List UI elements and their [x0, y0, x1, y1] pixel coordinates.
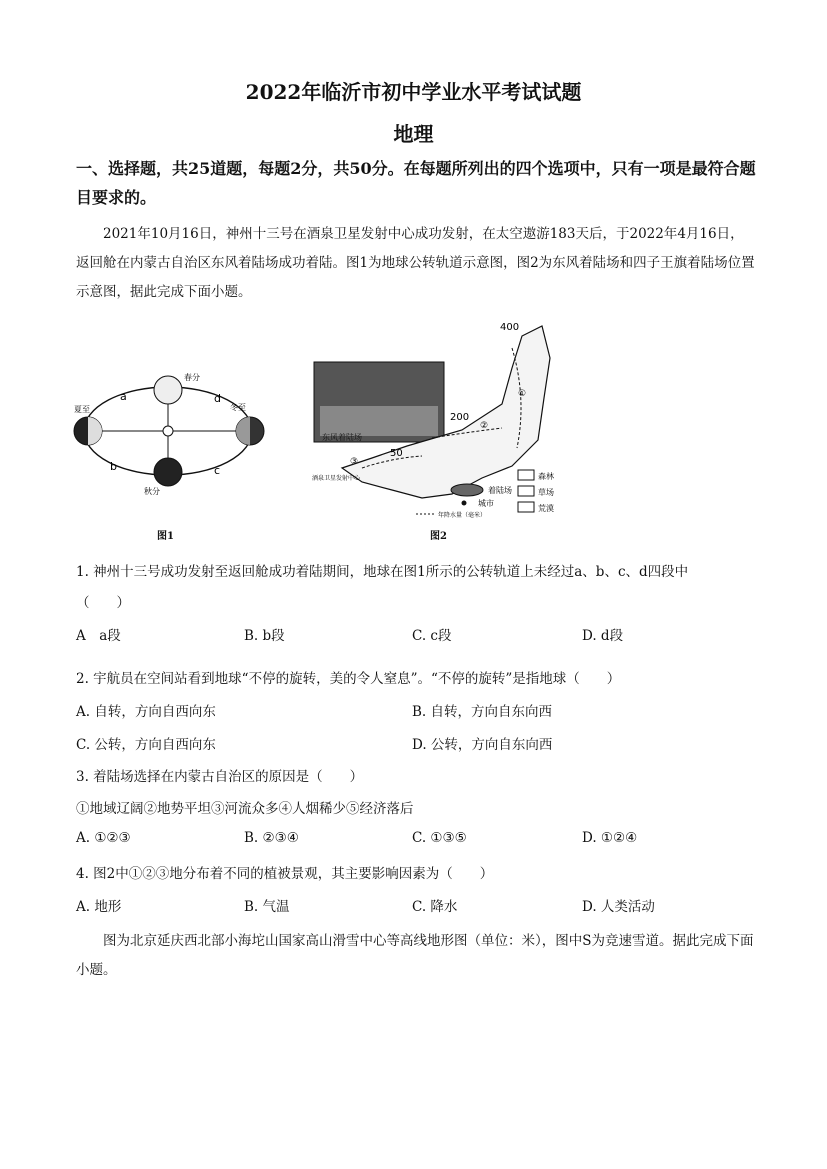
question-4-option-b[interactable]: B. 气温 — [244, 899, 290, 915]
fig2-photo-label: 东风着陆场 — [322, 433, 362, 442]
question-4-option-c[interactable]: C. 降水 — [412, 899, 458, 915]
fig2-isoline-200: 200 — [450, 412, 470, 423]
question-4-option-a[interactable]: A. 地形 — [76, 899, 122, 915]
fig2-isoline-50: 50 — [390, 448, 403, 459]
question-3-option-a[interactable]: A. ①②③ — [76, 830, 131, 846]
question-2-option-b[interactable]: B. 自转，方向自东向西 — [412, 704, 553, 720]
question-3-option-b[interactable]: B. ②③④ — [244, 830, 299, 846]
question-4-option-d[interactable]: D. 人类活动 — [582, 899, 655, 915]
section-heading: 一、选择题，共25道题，每题2分，共50分。在每题所列出的四个选项中，只有一项是最符合题目要求的。 — [76, 159, 756, 207]
fig2-marker-1: ① — [518, 389, 527, 399]
figure-1-caption: 图1 — [157, 531, 174, 542]
question-1-option-c[interactable]: C. c段 — [412, 628, 452, 644]
fig2-place-label: 酒泉卫星发射中心 — [312, 475, 361, 482]
subject-title: 地理 — [393, 122, 434, 146]
fig1-label-chunfen: 春分 — [184, 373, 200, 382]
fig2-marker-3: ③ — [350, 457, 359, 467]
question-3-option-c[interactable]: C. ①③⑤ — [412, 830, 467, 846]
question-1-option-a[interactable]: A a段 — [76, 628, 121, 644]
question-3-choices: ①地域辽阔②地势平坦③河流众多④人烟稀少⑤经济落后 — [76, 801, 414, 817]
fig2-legend-rain: 年降水量（毫米） — [438, 512, 487, 519]
fig2-legend-site: 着陆场 — [488, 486, 512, 495]
question-1-option-d[interactable]: D. d段 — [582, 628, 624, 644]
fig2-isoline-400: 400 — [500, 322, 520, 333]
figure-2-map — [312, 318, 584, 523]
question-2-option-c[interactable]: C. 公转，方向自西向东 — [76, 737, 216, 753]
question-1-option-b[interactable]: B. b段 — [244, 628, 285, 644]
intro-paragraph-2: 图为北京延庆西北部小海坨山国家高山滑雪中心等高线地形图（单位：米），图中S为竞速雪道。据此完成下面小题。 — [76, 933, 754, 978]
fig2-legend-forest: 森林 — [538, 472, 554, 481]
question-1-stem: 1. 神州十三号成功发射至返回舱成功着陆期间，地球在图1所示的公转轨道上未经过a、b、c、d四段中 — [76, 564, 689, 580]
fig2-legend-grass: 草场 — [538, 488, 554, 497]
question-3-stem: 3. 着陆场选择在内蒙古自治区的原因是（ ） — [76, 769, 364, 785]
question-2-option-a[interactable]: A. 自转，方向自西向东 — [76, 704, 216, 720]
figure-1-orbit-diagram — [72, 360, 272, 500]
question-2-option-d[interactable]: D. 公转，方向自东向西 — [412, 737, 553, 753]
fig1-label-d: d — [214, 392, 221, 405]
page-title: 2022年临沂市初中学业水平考试试题 — [245, 80, 582, 104]
fig1-label-dongzhi: 冬至 — [230, 403, 246, 412]
fig1-label-b: b — [110, 460, 117, 473]
intro-paragraph-1: 2021年10月16日，神州十三号在酒泉卫星发射中心成功发射，在太空遨游183天后，于2022年4月16日，返回舱在内蒙古自治区东风着陆场成功着陆。图1为地球公转轨道示意图，图2为东风着陆场和四子王旗着陆场位置示意图，据此完成下面小题。 — [76, 226, 755, 300]
fig2-legend-city: 城市 — [478, 499, 494, 508]
fig1-label-c: c — [214, 464, 221, 477]
fig1-label-a: a — [120, 390, 127, 403]
question-2-stem: 2. 宇航员在空间站看到地球“不停的旋转，美的令人窒息”。“不停的旋转”是指地球（ ） — [76, 671, 621, 687]
figure-2-caption: 图2 — [430, 531, 447, 542]
fig2-marker-2: ② — [480, 421, 489, 431]
question-3-option-d[interactable]: D. ①②④ — [582, 830, 638, 846]
fig1-label-xiazhi: 夏至 — [74, 405, 90, 414]
fig2-legend-desert: 荒漠 — [538, 504, 554, 513]
question-4-stem: 4. 图2中①②③地分布着不同的植被景观，其主要影响因素为（ ） — [76, 866, 494, 882]
question-1-bracket: （ ） — [76, 595, 130, 611]
fig1-label-qiufen: 秋分 — [144, 487, 160, 496]
